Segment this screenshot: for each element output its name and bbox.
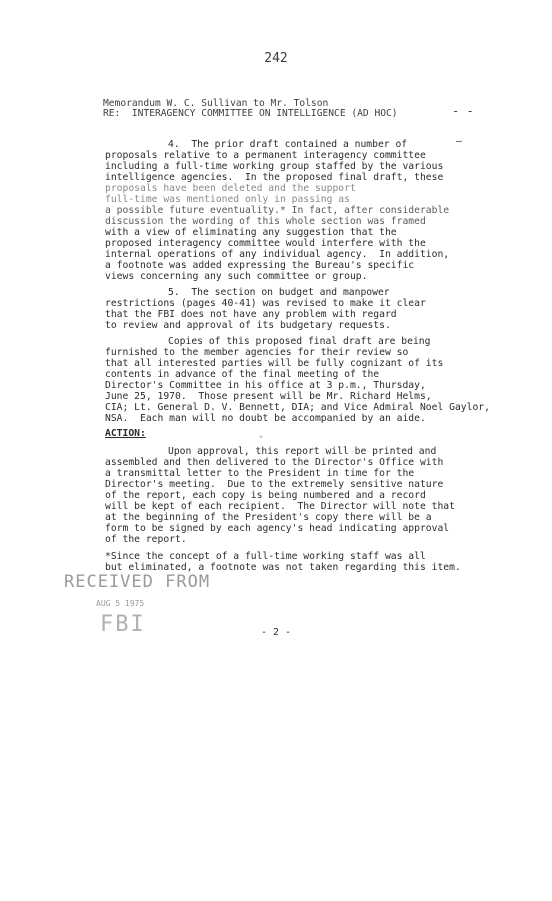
stray-mark: ᵕ [258,433,264,444]
memo-subject: RE: INTERAGENCY COMMITTEE ON INTELLIGENCE (AD HOC) [103,108,398,119]
para5-line-1: 5. The section on budget and manpower [168,287,390,298]
para5-line-2: restrictions (pages 40-41) was revised to make it clear [105,298,426,309]
action-line-3: a transmittal letter to the President in time for the [105,468,415,479]
page-number-top: 242 [264,51,288,66]
para4-line-10: proposed interagency committee would interfere with the [105,238,426,249]
para5-line-4: to review and approval of its budgetary requests. [105,320,391,331]
stamp-date: AUG 5 1975 [96,599,145,608]
copies-line-7: CIA; Lt. General D. V. Bennett, DIA; and Vice Admiral Noel Gaylor, [105,402,490,413]
copies-line-3: that all interested parties will be fully cognizant of its [105,358,444,369]
para4-line-7: a possible future eventuality.* In fact, after considerable [105,205,450,216]
action-line-6: will be kept of each recipient. The Director will note that [105,501,455,512]
received-stamp: RECEIVED FROM [64,572,211,592]
para4-line-1: 4. The prior draft contained a number of [168,139,408,150]
copies-line-1: Copies of this proposed final draft are being [168,336,431,347]
action-line-7: at the beginning of the President's copy there will be a [105,512,432,523]
footnote-line-2: but eliminated, a footnote was not taken regarding this item. [105,562,461,573]
action-line-4: Director's meeting. Due to the extremely sensitive nature [105,479,444,490]
margin-dash: - - [452,104,474,118]
para4-line-12: a footnote was added expressing the Bureau's specific [105,260,415,271]
para4-line-6: full-time was mentioned only in passing as [105,194,350,205]
copies-line-2: furnished to the member agencies for their review so [105,347,409,358]
para4-line-4: intelligence agencies. In the proposed final draft, these [105,172,444,183]
para4-line-5: proposals have been deleted and the support [105,183,356,194]
para5-line-3: that the FBI does not have any problem with regard [105,309,397,320]
action-line-1: Upon approval, this report will be printed and [168,446,437,457]
para4-line-2: proposals relative to a permanent interagency committee [105,150,426,161]
action-line-5: of the report, each copy is being numbered and a record [105,490,426,501]
para4-line-9: with a view of eliminating any suggestion that the [105,227,397,238]
action-heading: ACTION: [105,428,146,439]
para4-line-3: including a full-time working group staffed by the various [105,161,444,172]
copies-line-8: NSA. Each man will no doubt be accompanied by an aide. [105,413,426,424]
copies-line-5: Director's Committee in his office at 3 p.m., Thursday, [105,380,426,391]
footnote-line-1: *Since the concept of a full-time working staff was all [105,551,426,562]
action-line-9: of the report. [105,534,187,545]
memo-from-to: Memorandum W. C. Sullivan to Mr. Tolson [103,98,329,109]
action-line-2: assembled and then delivered to the Director's Office with [105,457,444,468]
para4-line-8: discussion the wording of this whole section was framed [105,216,426,227]
margin-mark: — [456,136,462,147]
page-number-bottom: - 2 - [260,627,292,638]
stamp-fbi: FBI [100,612,146,637]
action-line-8: form to be signed by each agency's head indicating approval [105,523,450,534]
copies-line-4: contents in advance of the final meeting of the [105,369,380,380]
para4-line-13: views concerning any such committee or group. [105,271,368,282]
para4-line-11: internal operations of any individual agency. In addition, [105,249,450,260]
copies-line-6: June 25, 1970. Those present will be Mr. Richard Helms, [105,391,432,402]
